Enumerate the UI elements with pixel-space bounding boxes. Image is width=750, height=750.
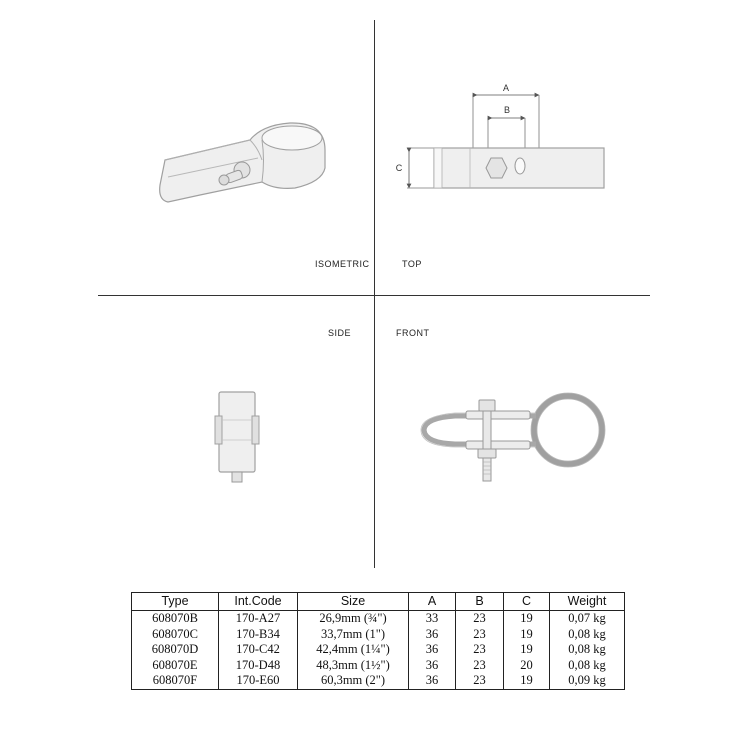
- cell-b: 23: [456, 611, 504, 627]
- cell-a: 33: [409, 611, 456, 627]
- table-row: [132, 673, 625, 689]
- cell-size: 33,7mm (1"): [298, 627, 409, 643]
- label-side: SIDE: [328, 328, 352, 338]
- cell-type: 608070E: [132, 658, 219, 674]
- label-isometric: ISOMETRIC: [315, 259, 370, 269]
- cell-c: 19: [504, 642, 550, 658]
- table-row: [132, 611, 625, 627]
- cell-c: 19: [504, 627, 550, 643]
- front-ring: [534, 396, 602, 464]
- top-hex-bolt: [486, 158, 507, 178]
- cell-c: 20: [504, 658, 550, 674]
- side-view: [215, 392, 259, 482]
- table-row: [132, 642, 625, 658]
- spec-header-row: [132, 593, 625, 611]
- cell-size: 42,4mm (1¼"): [298, 642, 409, 658]
- cell-int-code: 170-D48: [219, 658, 298, 674]
- front-loop: [424, 416, 536, 444]
- dim-c-label: C: [395, 163, 403, 173]
- side-bolt-end: [232, 472, 242, 482]
- cell-int-code: 170-E60: [219, 673, 298, 689]
- cell-b: 23: [456, 673, 504, 689]
- label-top: TOP: [402, 259, 422, 269]
- cell-size: 26,9mm (¾"): [298, 611, 409, 627]
- header-size: Size: [298, 593, 409, 611]
- header-b: B: [456, 593, 504, 611]
- table-row: [132, 658, 625, 674]
- dim-b-label: B: [503, 105, 511, 115]
- cell-weight: 0,07 kg: [550, 611, 625, 627]
- cell-size: 60,3mm (2"): [298, 673, 409, 689]
- cell-a: 36: [409, 642, 456, 658]
- cell-weight: 0,08 kg: [550, 658, 625, 674]
- header-weight: Weight: [550, 593, 625, 611]
- label-front: FRONT: [396, 328, 430, 338]
- top-view: [396, 83, 604, 188]
- cell-b: 23: [456, 642, 504, 658]
- cell-b: 23: [456, 658, 504, 674]
- header-a: A: [409, 593, 456, 611]
- cell-weight: 0,09 kg: [550, 673, 625, 689]
- cell-a: 36: [409, 658, 456, 674]
- cell-type: 608070B: [132, 611, 219, 627]
- cell-a: 36: [409, 627, 456, 643]
- table-row: [132, 627, 625, 643]
- header-type: Type: [132, 593, 219, 611]
- cell-int-code: 170-B34: [219, 627, 298, 643]
- header-c: C: [504, 593, 550, 611]
- header-int-code: Int.Code: [219, 593, 298, 611]
- side-body: [219, 392, 255, 472]
- cell-size: 48,3mm (1½"): [298, 658, 409, 674]
- cell-type: 608070F: [132, 673, 219, 689]
- cell-a: 36: [409, 673, 456, 689]
- dim-a-label: A: [502, 83, 510, 93]
- top-slot: [515, 158, 525, 174]
- front-view: [421, 393, 605, 481]
- cell-type: 608070D: [132, 642, 219, 658]
- cell-weight: 0,08 kg: [550, 642, 625, 658]
- cell-type: 608070C: [132, 627, 219, 643]
- cell-b: 23: [456, 627, 504, 643]
- cell-c: 19: [504, 673, 550, 689]
- cell-weight: 0,08 kg: [550, 627, 625, 643]
- isometric-view: [160, 123, 325, 202]
- iso-ring-opening: [262, 126, 322, 150]
- cell-int-code: 170-A27: [219, 611, 298, 627]
- spec-table: [131, 592, 625, 690]
- cell-c: 19: [504, 611, 550, 627]
- cell-int-code: 170-C42: [219, 642, 298, 658]
